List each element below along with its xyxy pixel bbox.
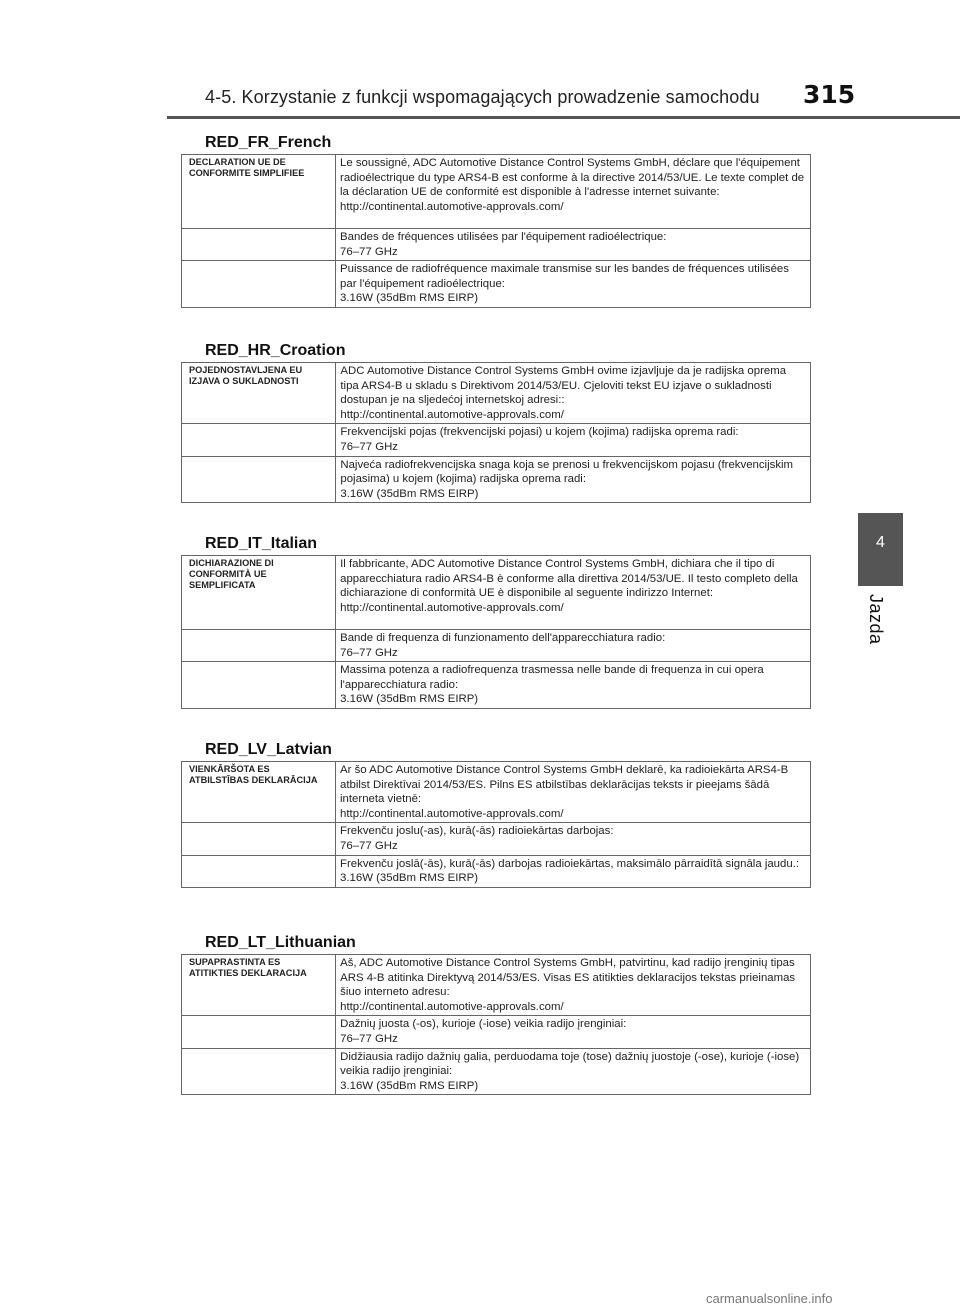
- header-divider: [167, 116, 960, 119]
- declaration-table: [181, 954, 811, 1095]
- table-row: [182, 229, 811, 261]
- chapter-number: 4: [876, 534, 885, 551]
- empty-label-cell: [182, 229, 336, 261]
- max-power-text: Najveća radiofrekvencijska snaga koja se prenosi u frekvencijskom pojasu (frekvencijskim pojasima) u kojem (kojima) radijska oprema radi: 3.16W (35dBm RMS EIRP): [336, 456, 811, 503]
- declaration-table: [181, 761, 811, 888]
- declaration-table: [181, 362, 811, 503]
- declaration-table: [181, 154, 811, 308]
- empty-label-cell: [182, 261, 336, 308]
- chapter-tab: [858, 513, 903, 586]
- declaration-label: SUPAPRASTINTA ES ATITIKTIES DEKLARACIJA: [182, 955, 336, 1016]
- declaration-section-lv: [181, 741, 811, 888]
- frequency-band-text: Bande di frequenza di funzionamento dell'apparecchiatura radio: 76–77 GHz: [336, 630, 811, 662]
- empty-label-cell: [182, 630, 336, 662]
- frequency-band-text: Dažnių juosta (-os), kurioje (-iose) veikia radijo įrenginiai: 76–77 GHz: [336, 1016, 811, 1048]
- declaration-text: Ar šo ADC Automotive Distance Control Systems GmbH deklarē, ka radioiekārta ARS4-B atbilst Direktīvai 2014/53/ES. Pilns ES atbilstības deklarācijas teksts ir pieejams šādā interneta vietnē: http://continental.automotive-approvals.com/: [336, 762, 811, 823]
- section-heading: RED_LT_Lithuanian: [205, 934, 356, 951]
- declaration-label: POJEDNOSTAVLJENA EU IZJAVA O SUKLADNOSTI: [182, 363, 336, 424]
- empty-label-cell: [182, 456, 336, 503]
- empty-label-cell: [182, 823, 336, 855]
- table-row: [182, 855, 811, 887]
- table-row: [182, 363, 811, 424]
- table-row: [182, 662, 811, 709]
- section-heading: RED_FR_French: [205, 134, 332, 151]
- declaration-text: Aš, ADC Automotive Distance Control Systems GmbH, patvirtinu, kad radijo įrenginių tipas ARS 4-B atitinka Direktyvą 2014/53/ES. Visas ES atitikties deklaracijos tekstas prieinamas šiuo interneto adresu: http://continental.automotive-approvals.com/: [336, 955, 811, 1016]
- empty-label-cell: [182, 1048, 336, 1095]
- max-power-text: Puissance de radiofréquence maximale transmise sur les bandes de fréquences utilisées par l'équipement radioélectrique: 3.16W (35dBm RMS EIRP): [336, 261, 811, 308]
- table-row: [182, 556, 811, 630]
- section-heading: RED_LV_Latvian: [205, 741, 332, 758]
- declaration-table: [181, 555, 811, 709]
- declaration-text: Il fabbricante, ADC Automotive Distance Control Systems GmbH, dichiara che il tipo di apparecchiatura radio ARS4-B è conforme alla direttiva 2014/53/UE. Il testo completo della dichiarazione di conformità UE è disponibile al seguente indirizzo Internet: http://continental.automotive-approvals.com/: [336, 556, 811, 630]
- chapter-label: Jazda: [866, 594, 886, 645]
- table-row: [182, 1048, 811, 1095]
- page-header-title: 4-5. Korzystanie z funkcji wspomagających prowadzenie samochodu: [205, 87, 760, 107]
- declaration-text: ADC Automotive Distance Control Systems GmbH ovime izjavljuje da je radijska oprema tipa ARS4-B u skladu s Direktivom 2014/53/EU. Cjeloviti tekst EU izjave o sukladnosti dostupan je na sljedećoj internetskoj adresi:: http://continental.automotive-approvals.com/: [336, 363, 811, 424]
- empty-label-cell: [182, 662, 336, 709]
- table-row: [182, 456, 811, 503]
- frequency-band-text: Bandes de fréquences utilisées par l'équipement radioélectrique: 76–77 GHz: [336, 229, 811, 261]
- empty-label-cell: [182, 855, 336, 887]
- empty-label-cell: [182, 1016, 336, 1048]
- declaration-label: DICHIARAZIONE DI CONFORMITÀ UE SEMPLIFICATA: [182, 556, 336, 630]
- declaration-section-hr: [181, 342, 811, 503]
- table-row: [182, 261, 811, 308]
- declaration-text: Le soussigné, ADC Automotive Distance Control Systems GmbH, déclare que l'équipement radioélectrique du type ARS4-B est conforme à la directive 2014/53/UE. Le texte complet de la déclaration UE de conformité est disponible à l'adresse internet suivante: http://continental.automotive-approvals.com/: [336, 155, 811, 229]
- table-row: [182, 1016, 811, 1048]
- table-row: [182, 630, 811, 662]
- max-power-text: Didžiausia radijo dažnių galia, perduodama toje (tose) dažnių juostoje (-ose), kurioje (-iose) veikia radijo įrenginiai: 3.16W (35dBm RMS EIRP): [336, 1048, 811, 1095]
- declaration-label: VIENKĀRŠOTA ES ATBILSTĪBAS DEKLARĀCIJA: [182, 762, 336, 823]
- table-row: [182, 955, 811, 1016]
- table-row: [182, 823, 811, 855]
- max-power-text: Massima potenza a radiofrequenza trasmessa nelle bande di frequenza in cui opera l'apparecchiatura radio: 3.16W (35dBm RMS EIRP): [336, 662, 811, 709]
- declaration-section-it: [181, 535, 811, 709]
- page-number: 315: [803, 80, 856, 109]
- table-row: [182, 155, 811, 229]
- section-heading: RED_HR_Croation: [205, 342, 346, 359]
- declaration-label: DECLARATION UE DE CONFORMITE SIMPLIFIEE: [182, 155, 336, 229]
- declaration-section-fr: [181, 134, 811, 308]
- table-row: [182, 762, 811, 823]
- frequency-band-text: Frekvenču joslu(-as), kurā(-ās) radioiekārtas darbojas: 76–77 GHz: [336, 823, 811, 855]
- frequency-band-text: Frekvencijski pojas (frekvencijski pojasi) u kojem (kojima) radijska oprema radi: 76–77 GHz: [336, 424, 811, 456]
- table-row: [182, 424, 811, 456]
- max-power-text: Frekvenču joslā(-ās), kurā(-ās) darbojas radioiekārtas, maksimālo pārraidītā signāla jaudu.: 3.16W (35dBm RMS EIRP): [336, 855, 811, 887]
- declaration-section-lt: [181, 934, 811, 1095]
- empty-label-cell: [182, 424, 336, 456]
- section-heading: RED_IT_Italian: [205, 535, 318, 552]
- watermark-text: carmanualsonline.info: [706, 1291, 833, 1306]
